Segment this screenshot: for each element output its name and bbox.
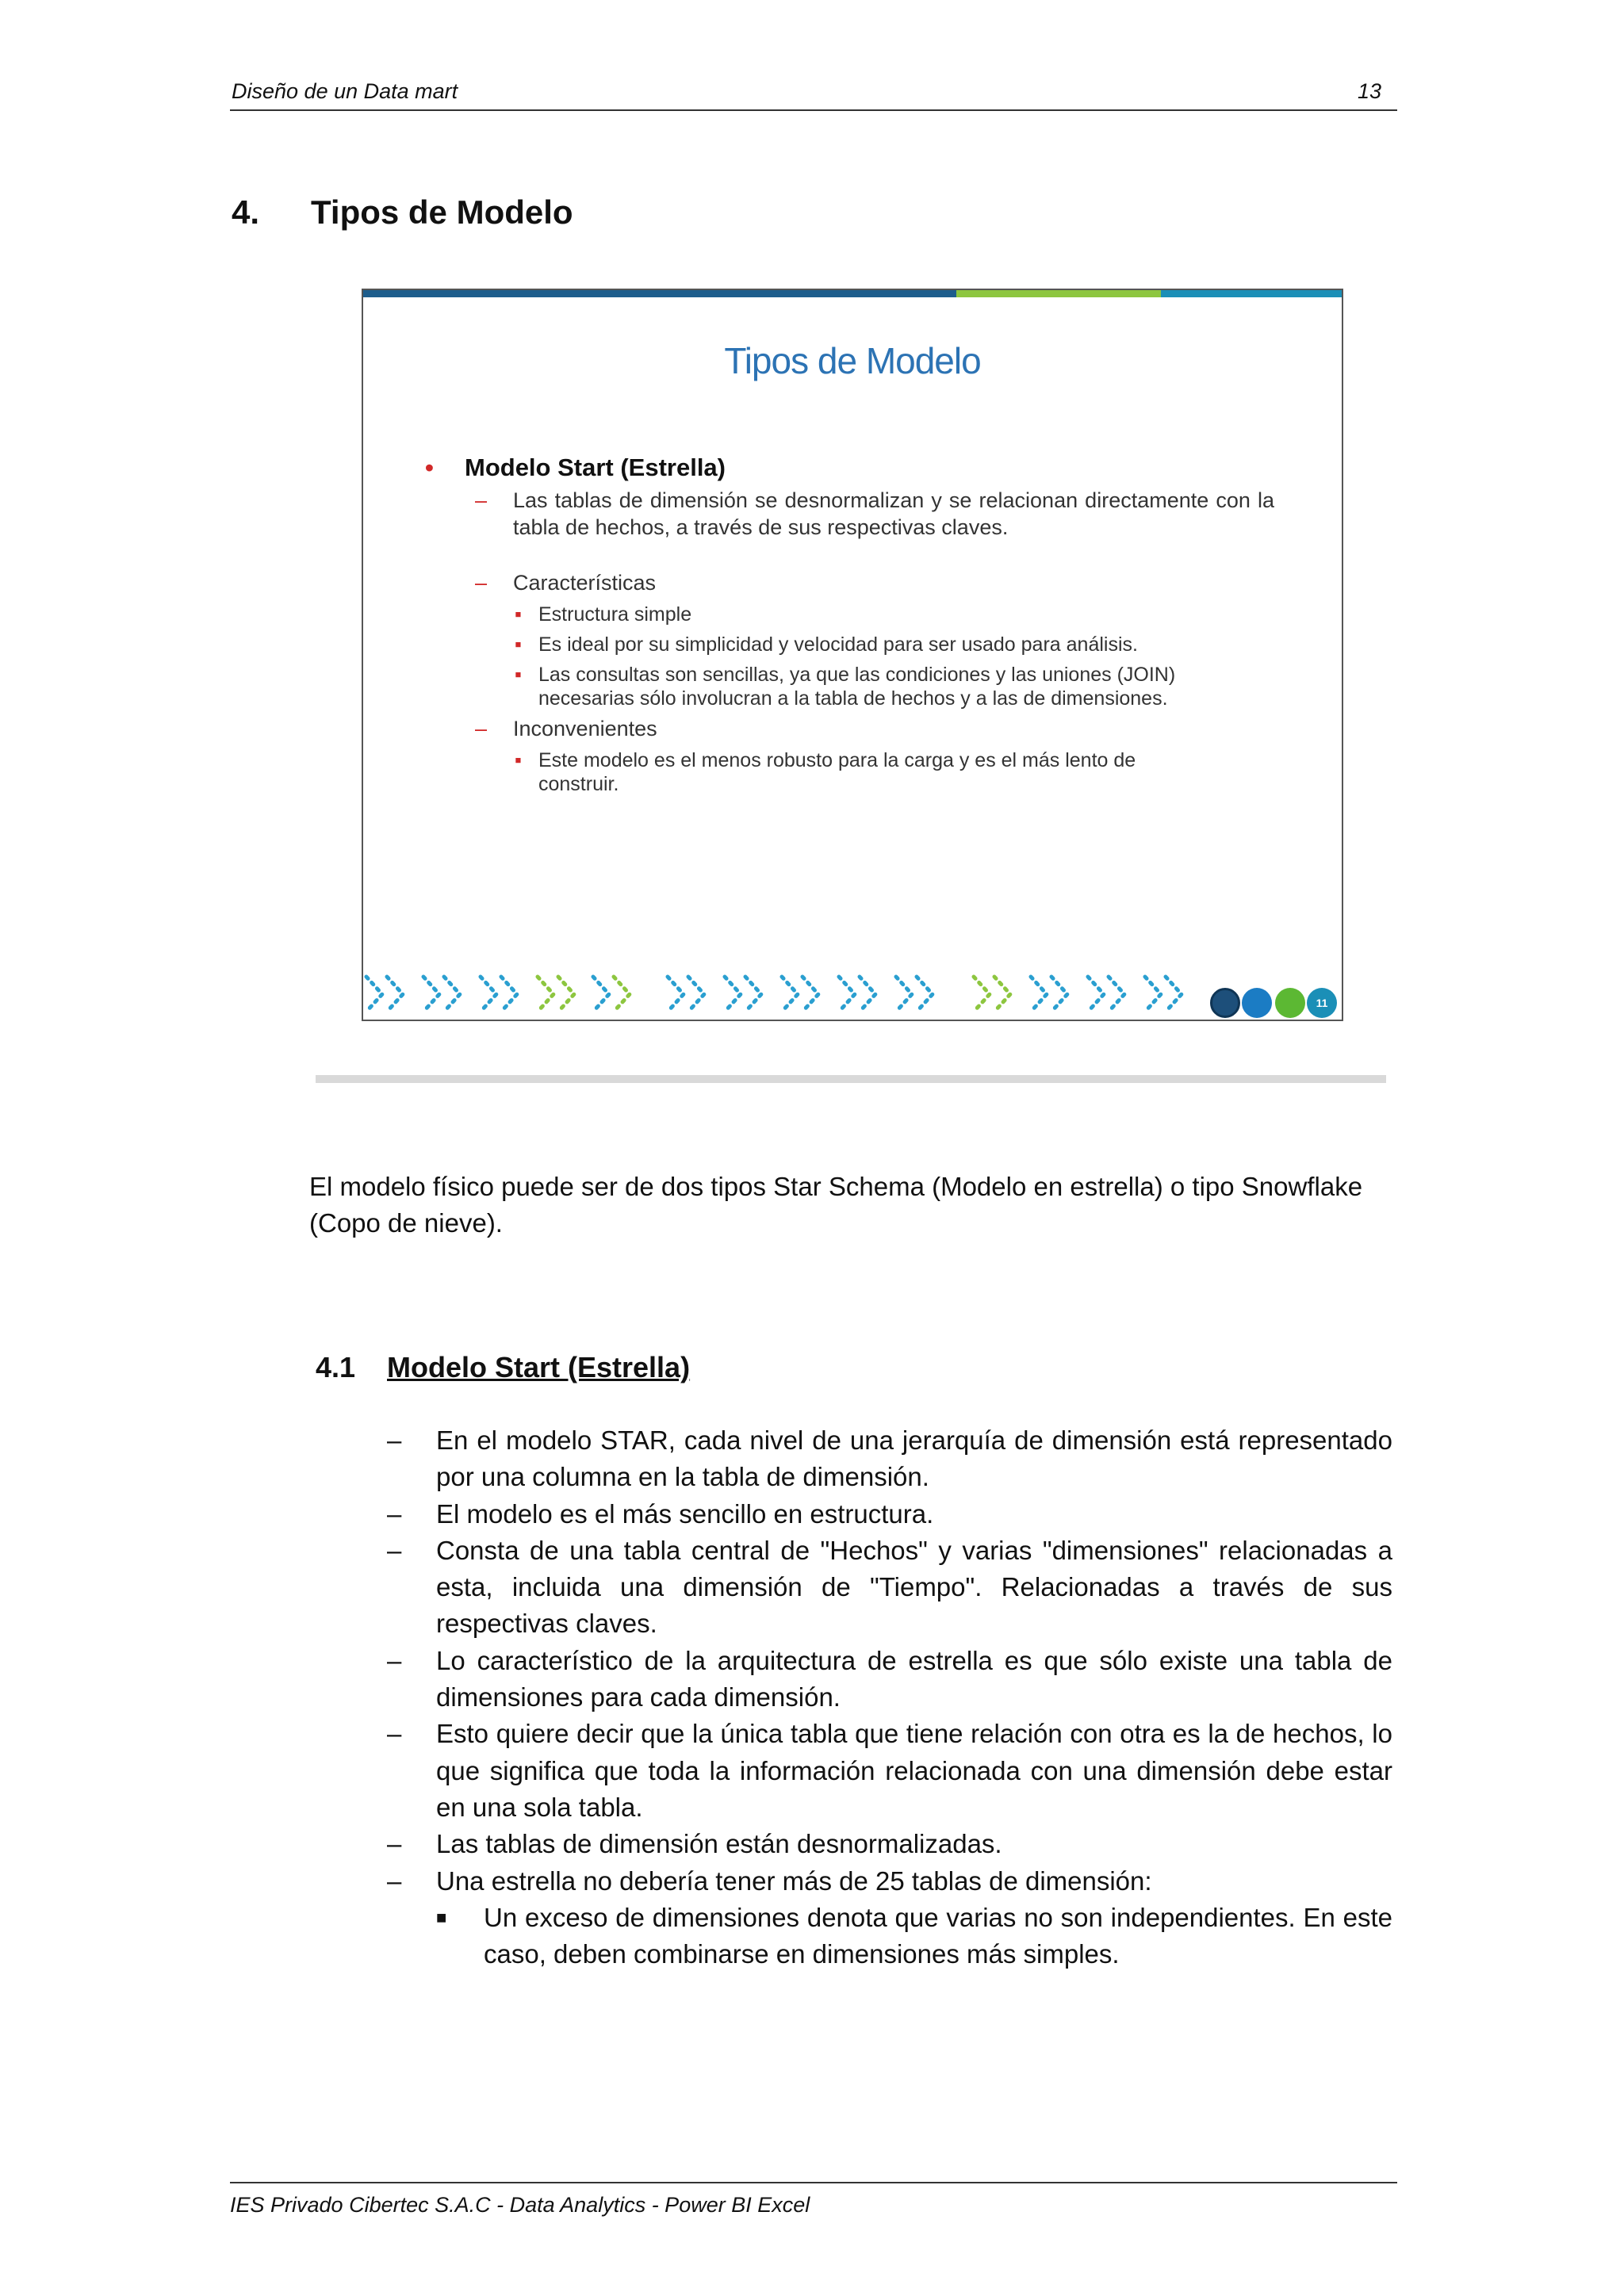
slide-item xyxy=(475,715,657,742)
list-item: – Las tablas de dimensión están desnormalizadas. xyxy=(436,1826,1392,1862)
slide-subitem-text: Es ideal por su simplicidad y velocidad para ser usado para análisis. xyxy=(538,633,1138,656)
slide-item xyxy=(475,487,1274,541)
dash-icon: – xyxy=(475,717,488,740)
seal-icon xyxy=(1210,988,1240,1018)
list-item: – En el modelo STAR, cada nivel de una jerarquía de dimensión está representado por una columna en la tabla de dimensión. xyxy=(436,1422,1392,1496)
dash-icon: – xyxy=(387,1535,402,1565)
slide-number-badge: 11 xyxy=(1307,988,1337,1018)
square-bullet-icon: ▪ xyxy=(515,603,522,626)
chevron-pattern-icon xyxy=(363,970,1220,1020)
slide-image xyxy=(362,289,1343,1021)
intro-paragraph: El modelo físico puede ser de dos tipos Star Schema (Modelo en estrella) o tipo Snowflake (Copo de nieve). xyxy=(309,1172,1363,1238)
slide-subitem xyxy=(515,663,1236,710)
slide-bar-blue xyxy=(363,290,956,297)
dash-icon: – xyxy=(387,1866,402,1896)
list-item: – Lo característico de la arquitectura de estrella es que sólo existe una tabla de dimensiones para cada dimensión. xyxy=(436,1643,1392,1716)
slide-logo-circles xyxy=(1207,983,1342,1018)
slide-item xyxy=(475,569,657,596)
dash-icon: – xyxy=(387,1829,402,1859)
bullet-dot-icon: • xyxy=(425,453,434,481)
slide-subitem-text: Este modelo es el menos robusto para la carga y es el más lento de construir. xyxy=(538,749,1136,795)
square-bullet-icon: ▪ xyxy=(515,664,522,686)
green-circle-icon xyxy=(1275,988,1305,1018)
page-number: 13 xyxy=(1357,79,1381,103)
slide-subitem xyxy=(515,603,1252,626)
section-title: Tipos de Modelo xyxy=(311,193,573,231)
slide-item-text: Las tablas de dimensión se desnormalizan y se relacionan directamente con la tabla de hechos, a través de sus respectivas claves. xyxy=(513,488,1274,539)
page-footer: IES Privado Cibertec S.A.C - Data Analytics - Power BI Excel xyxy=(230,2182,1397,2218)
list-item: – Consta de una tabla central de "Hechos" y varias "dimensiones" relacionadas a esta, incluida una dimensión de "Tiempo". Relacionadas a través de sus respectivas claves. xyxy=(436,1533,1392,1643)
slide-item-text: Inconvenientes xyxy=(513,717,657,740)
list-item: – Esto quiere decir que la única tabla que tiene relación con otra es la de hechos, lo que significa que toda la información relacionada con una dimensión debe estar en una sola tabla. xyxy=(436,1716,1392,1826)
subsection-number: 4.1 xyxy=(316,1351,356,1383)
slide-title: Tipos de Modelo xyxy=(724,340,981,381)
slide-bullet-text: Modelo Start (Estrella) xyxy=(465,453,726,481)
slide-subitem xyxy=(515,633,1252,656)
page-header xyxy=(230,76,1397,111)
slide-bar-teal xyxy=(1161,290,1343,297)
subsection-title: Modelo Start (Estrella) xyxy=(387,1351,691,1383)
square-bullet-icon: ▪ xyxy=(515,749,522,771)
slide-subitem-text: Estructura simple xyxy=(538,603,692,626)
star-model-list xyxy=(387,1422,1392,1973)
slide-bar-green xyxy=(956,290,1161,297)
slide-item-text: Características xyxy=(513,571,657,595)
square-bullet-icon: ▪ xyxy=(515,633,522,656)
slide-separator xyxy=(316,1075,1386,1083)
dash-icon: – xyxy=(387,1719,402,1749)
blue-circle-icon xyxy=(1242,988,1272,1018)
list-item: – Una estrella no debería tener más de 25 tablas de dimensión: xyxy=(436,1863,1392,1900)
slide-footer-pattern xyxy=(363,970,1342,1020)
square-bullet-icon: ■ xyxy=(436,1907,447,1927)
dash-icon: – xyxy=(387,1645,402,1675)
list-item: – El modelo es el más sencillo en estructura. xyxy=(436,1496,1392,1533)
dash-icon: – xyxy=(387,1425,402,1455)
dash-icon: – xyxy=(475,488,488,512)
slide-subitem-text: Las consultas son sencillas, ya que las condiciones y las uniones (JOIN) necesarias sólo involucran a la tabla de hechos y a las de dimensiones. xyxy=(538,664,1176,710)
dash-icon: – xyxy=(475,571,488,595)
slide-subitem xyxy=(515,748,1220,796)
section-number: 4. xyxy=(232,193,260,231)
sub-list-item: ■ Un exceso de dimensiones denota que varias no son independientes. En este caso, deben combinarse en dimensiones más simples. xyxy=(436,1900,1392,1973)
slide-top-bar xyxy=(363,290,1342,297)
dash-icon: – xyxy=(387,1498,402,1529)
header-title: Diseño de un Data mart xyxy=(232,79,458,103)
